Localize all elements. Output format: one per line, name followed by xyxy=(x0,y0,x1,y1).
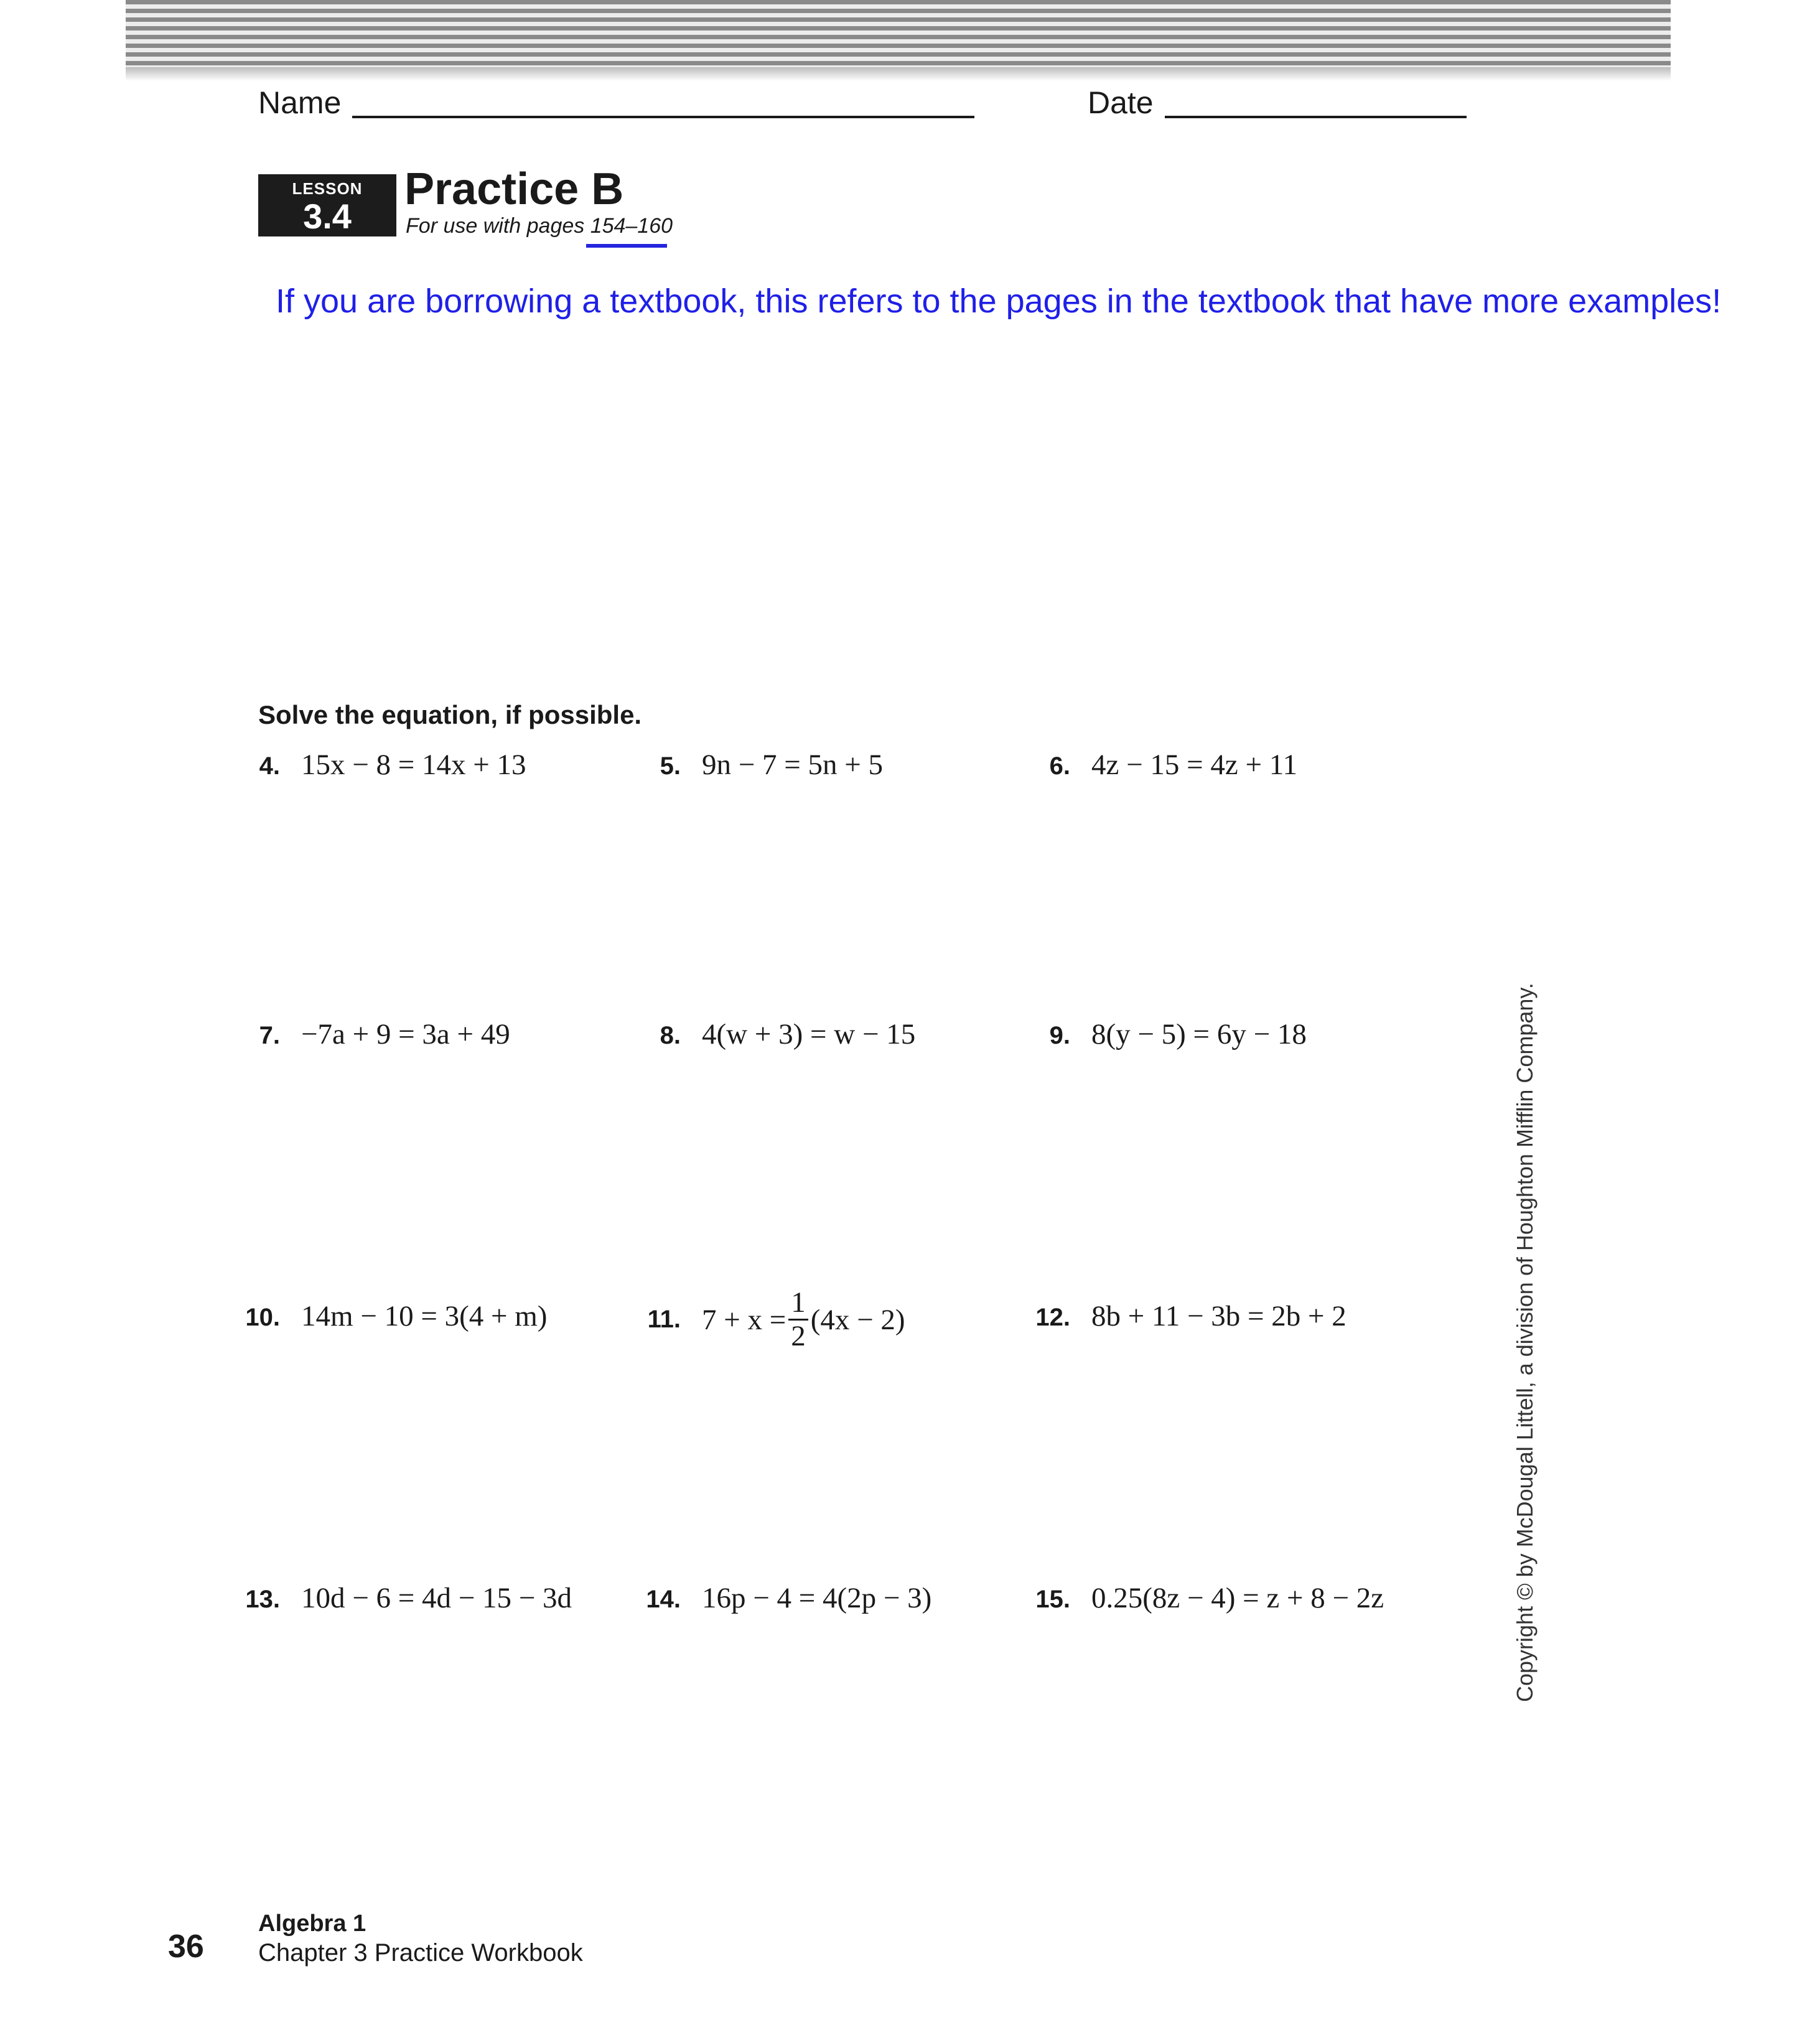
page-number: 36 xyxy=(168,1929,204,1965)
footer-book-title: Algebra 1 xyxy=(258,1911,366,1937)
footer-book-subtitle: Chapter 3 Practice Workbook xyxy=(258,1939,583,1967)
lesson-word: LESSON xyxy=(292,179,363,198)
problem-equation: 16p − 4 = 4(2p − 3) xyxy=(702,1582,932,1614)
page-subtitle: For use with pages 154–160 xyxy=(406,214,673,238)
problem-equation: 4(w + 3) = w − 15 xyxy=(702,1018,916,1050)
problem-equation: 8(y − 5) = 6y − 18 xyxy=(1091,1018,1307,1050)
problem-number: 13. xyxy=(245,1586,280,1613)
fraction-one-half xyxy=(788,1288,808,1351)
problem-14 xyxy=(631,1581,931,1615)
instructions: Solve the equation, if possible. xyxy=(258,700,642,729)
date-line[interactable] xyxy=(1165,92,1467,118)
problem-4 xyxy=(230,748,526,782)
page-title: Practice B xyxy=(404,164,624,214)
date-field xyxy=(1088,87,1467,118)
problem-number: 12. xyxy=(1035,1304,1070,1331)
annotation-note: If you are borrowing a textbook, this refers to the pages in the textbook that have more examples! xyxy=(276,283,1722,320)
problem-equation: 9n − 7 = 5n + 5 xyxy=(702,749,884,781)
problem-8 xyxy=(631,1017,915,1051)
problem-number: 9. xyxy=(1049,1022,1070,1049)
problem-12 xyxy=(1020,1299,1346,1333)
fraction-denominator: 2 xyxy=(791,1320,806,1352)
problem-number: 8. xyxy=(660,1022,681,1049)
name-field xyxy=(258,87,974,118)
problem-number: 14. xyxy=(646,1586,681,1613)
problem-number: 6. xyxy=(1049,752,1070,780)
problem-10 xyxy=(230,1299,547,1333)
problem-number: 15. xyxy=(1035,1586,1070,1613)
problem-equation-left: 7 + x = xyxy=(702,1303,786,1336)
date-label: Date xyxy=(1088,85,1154,120)
problem-equation: 8b + 11 − 3b = 2b + 2 xyxy=(1091,1300,1346,1332)
lesson-number: 3.4 xyxy=(303,197,352,236)
problem-equation: 0.25(8z − 4) = z + 8 − 2z xyxy=(1091,1582,1384,1614)
fraction-numerator: 1 xyxy=(788,1288,808,1321)
problem-equation: 15x − 8 = 14x + 13 xyxy=(301,749,526,781)
problem-11 xyxy=(631,1288,905,1351)
problem-13 xyxy=(230,1581,572,1615)
problem-equation: −7a + 9 = 3a + 49 xyxy=(301,1018,510,1050)
problem-number: 11. xyxy=(647,1306,681,1333)
problem-7 xyxy=(230,1017,510,1051)
header-stripe-band xyxy=(126,0,1671,67)
problem-6 xyxy=(1020,748,1297,782)
problem-9 xyxy=(1020,1017,1307,1051)
problem-number: 4. xyxy=(259,752,280,780)
problem-15 xyxy=(1020,1581,1384,1615)
header-stripe-shadow xyxy=(126,67,1671,81)
problem-equation: 10d − 6 = 4d − 15 − 3d xyxy=(301,1582,572,1614)
problem-equation: 4z − 15 = 4z + 11 xyxy=(1091,749,1297,781)
problem-number: 10. xyxy=(245,1304,280,1331)
problem-equation: 14m − 10 = 3(4 + m) xyxy=(301,1300,548,1332)
copyright-notice: Copyright © by McDougal Littell, a division of Houghton Mifflin Company. xyxy=(1512,983,1538,1702)
name-line[interactable] xyxy=(352,92,974,118)
pages-annotation-underline xyxy=(586,244,667,248)
problem-number: 5. xyxy=(660,752,681,780)
name-label: Name xyxy=(258,85,342,120)
problem-5 xyxy=(631,748,883,782)
problem-equation-right: (4x − 2) xyxy=(810,1303,905,1336)
problem-number: 7. xyxy=(259,1022,280,1049)
lesson-badge xyxy=(258,174,396,236)
